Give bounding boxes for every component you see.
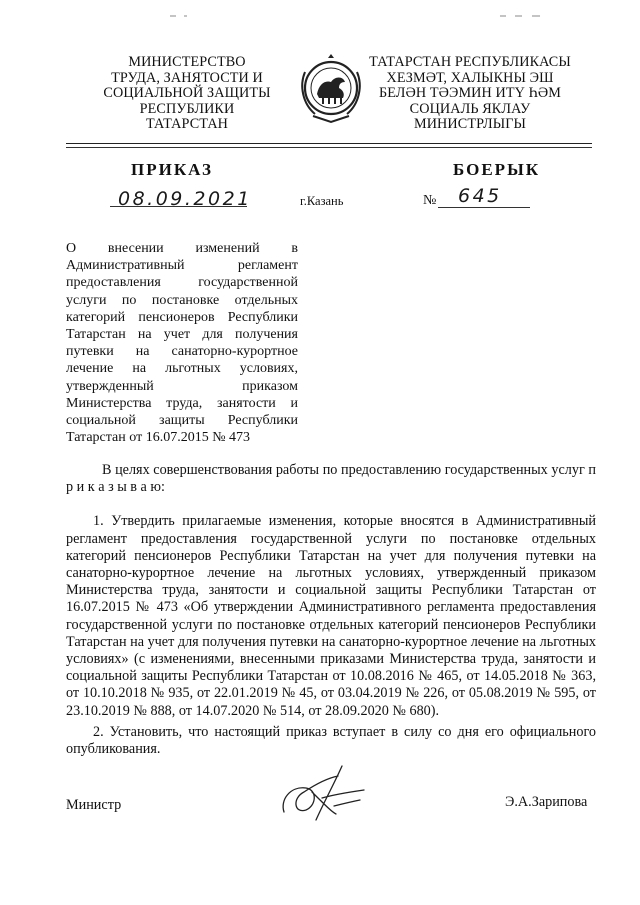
- order-body: [66, 462, 596, 758]
- ministry-name-russian: [72, 55, 302, 133]
- header-left-line: ТАТАРСТАН: [145, 116, 229, 132]
- header-left-line: СОЦИАЛЬНОЙ ЗАЩИТЫ: [103, 85, 271, 101]
- order-number: 645: [458, 185, 502, 207]
- scan-artifacts: [170, 12, 550, 20]
- header-right-line: ХЕЗМӘТ, ХАЛЫКНЫ ЭШ: [386, 69, 554, 86]
- document-type-russian: ПРИКАЗ: [131, 160, 213, 179]
- header-left-line: РЕСПУБЛИКИ: [139, 100, 235, 117]
- intro-action: п р и к а з ы в а ю:: [66, 462, 597, 496]
- date-underline: [110, 206, 247, 207]
- document-type-tatar: БОЕРЫК: [453, 160, 541, 179]
- order-date: 08.09.2021: [118, 188, 252, 210]
- header-divider-thin: [66, 147, 592, 148]
- order-subject: О внесении изменений в Административный регламент предоставления государственной услуги по постановке отдельных категорий пенсионеров Республики Татарстан на учет для получения путевки на санаторно-курортное лечение на льготных условиях, утвержденный приказом Министерства труда, занятости и социальной защиты Республики Татарстан от 16.07.2015 № 473: [66, 241, 298, 446]
- signer-name: Э.А.Зарипова: [505, 794, 588, 810]
- handwritten-signature: [276, 762, 396, 826]
- number-underline: [438, 207, 530, 208]
- order-item-2: 2. Установить, что настоящий приказ вступает в силу со дня его официального опубликования.: [66, 723, 596, 758]
- signer-role: Министр: [66, 797, 122, 813]
- ministry-name-tatar: [350, 55, 590, 133]
- header-left-line: МИНИСТЕРСТВО: [128, 54, 246, 70]
- header-right-line: СОЦИАЛЬ ЯКЛАУ: [409, 100, 531, 117]
- header-left-line: ТРУДА, ЗАНЯТОСТИ И: [111, 69, 263, 86]
- intro-text: В целях совершенствования работы по предоставлению государственных услуг: [102, 462, 585, 478]
- order-item-1: 1. Утвердить прилагаемые изменения, которые вносятся в Административный регламент предоставления государственной услуги по постановке отдельных категорий пенсионеров Республики Татарстан на учет для получения путевки на санаторно-курортное лечение на льготных условиях, утвержденный приказом Министерства труда, занятости и социальной защиты Республики Татарстан от 16.07.2015 № 473 «Об утверждении Административного регламента предоставления государственной услуги по постановке отдельных категорий пенсионеров Республики Татарстан на учет для получения путевки на санаторно-курортное лечение на льготных условиях» (с изменениями, внесенными приказами Министерства труда, занятости и социальной защиты Республики Татарстан от 10.08.2016 № 465, от 14.05.2018 № 363, от 10.10.2018 № 935, от 22.01.2019 № 45, от 03.04.2019 № 226, от 05.08.2019 № 595, от 23.10.2019 № 888, от 14.07.2020 № 514, от 28.09.2020 № 680).: [66, 513, 596, 719]
- order-city: г.Казань: [300, 194, 344, 208]
- header-divider-thick: [66, 143, 592, 144]
- header-right-line: ТАТАРСТАН РЕСПУБЛИКАСЫ: [369, 54, 571, 70]
- header-right-line: МИНИСТРЛЫГЫ: [414, 116, 526, 132]
- intro-paragraph: [66, 462, 596, 496]
- number-sign: №: [423, 193, 437, 208]
- header-right-line: БЕЛӘН ТӘЭМИН ИТҮ ҺӘМ: [378, 85, 561, 101]
